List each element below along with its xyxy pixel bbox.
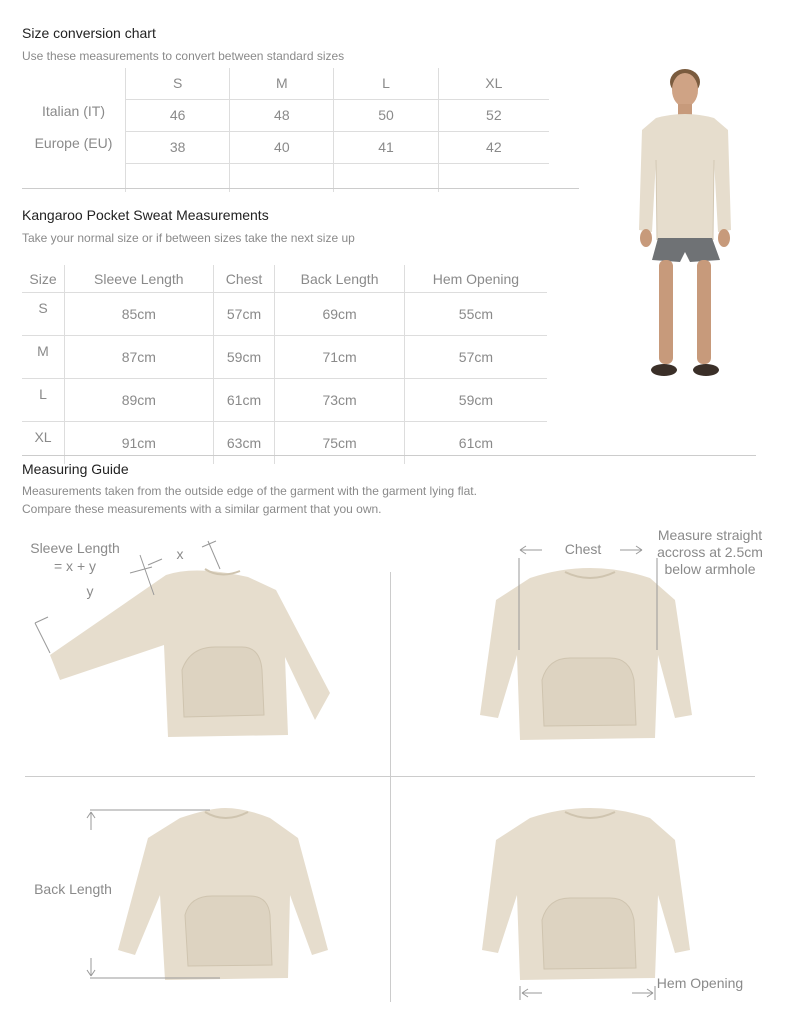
size-header: L — [334, 68, 438, 99]
table-cell: 69cm — [275, 293, 404, 336]
column-header: Sleeve Length — [65, 265, 214, 293]
table-cell: 41 — [334, 131, 438, 163]
table-cell: 46 — [126, 99, 230, 131]
table-cell: 55cm — [404, 293, 547, 336]
conversion-title: Size conversion chart — [22, 25, 156, 41]
quadrant-divider-vertical — [390, 572, 391, 1002]
sleeve-formula-label: = x + y — [53, 558, 97, 574]
guide-title: Measuring Guide — [22, 461, 129, 477]
table-cell: 73cm — [275, 379, 404, 422]
divider — [22, 188, 579, 189]
table-cell: 48 — [230, 99, 334, 131]
pocket-shape — [542, 898, 636, 969]
table-cell: 57cm — [404, 336, 547, 379]
model-photo — [610, 60, 760, 390]
pocket-shape — [185, 896, 272, 966]
sandal-right — [693, 364, 719, 376]
size-cell: M — [22, 336, 65, 379]
table-row — [22, 379, 547, 422]
sweatshirt-shape — [639, 114, 731, 240]
leg-right — [697, 260, 711, 364]
table-row — [22, 422, 547, 465]
table-row — [22, 99, 549, 131]
table-row — [22, 265, 547, 293]
table-cell: 63cm — [213, 422, 275, 465]
table-cell: 87cm — [65, 336, 214, 379]
y-label: y — [86, 583, 94, 599]
size-header: S — [126, 68, 230, 99]
table-cell: 57cm — [213, 293, 275, 336]
guide-line-1: Measurements taken from the outside edge of the garment with the garment lying flat. — [22, 484, 477, 498]
size-cell: L — [22, 379, 65, 422]
guide-line-2: Compare these measurements with a similar garment that you own. — [22, 502, 382, 516]
column-header: Chest — [213, 265, 275, 293]
conversion-subtitle: Use these measurements to convert between standard sizes — [22, 49, 345, 63]
table-cell: 91cm — [65, 422, 214, 465]
table-cell: 85cm — [65, 293, 214, 336]
size-header: M — [230, 68, 334, 99]
table-cell: 89cm — [65, 379, 214, 422]
conversion-table — [22, 68, 549, 192]
table-cell: 59cm — [213, 336, 275, 379]
table-cell: 52 — [438, 99, 549, 131]
table-row — [22, 131, 549, 163]
table-cell: 40 — [230, 131, 334, 163]
table-cell: 38 — [126, 131, 230, 163]
size-cell: S — [22, 293, 65, 336]
chest-note-3: below armhole — [664, 561, 756, 577]
chest-label: Chest — [564, 541, 602, 557]
hem-opening-label: Hem Opening — [656, 975, 744, 991]
table-cell: 61cm — [404, 422, 547, 465]
measurements-table — [22, 265, 547, 464]
table-cell: 75cm — [275, 422, 404, 465]
chest-note-2: accross at 2.5cm — [657, 544, 763, 560]
table-cell: 50 — [334, 99, 438, 131]
back-length-label: Back Length — [34, 881, 112, 897]
size-cell: XL — [34, 429, 52, 445]
sweatshirt-back-diagram — [80, 800, 360, 990]
size-header: XL — [438, 68, 549, 99]
quadrant-divider-horizontal — [25, 776, 755, 777]
divider — [22, 455, 756, 456]
pocket-shape — [182, 647, 264, 717]
sweatshirt-sleeve-diagram — [30, 535, 350, 745]
head-shape — [672, 73, 698, 107]
x-label: x — [176, 546, 184, 562]
table-cell: 42 — [438, 131, 549, 163]
table-row — [22, 336, 547, 379]
sandal-left — [651, 364, 677, 376]
sweatshirt-hem-diagram — [470, 800, 700, 1005]
pocket-shape — [542, 658, 636, 726]
table-cell: 71cm — [275, 336, 404, 379]
measurements-subtitle: Take your normal size or if between sizes take the next size up — [22, 231, 355, 245]
table-cell: 61cm — [213, 379, 275, 422]
row-label: Europe (EU) — [34, 135, 113, 151]
column-header: Back Length — [275, 265, 404, 293]
measurements-title: Kangaroo Pocket Sweat Measurements — [22, 207, 269, 223]
shorts-shape — [652, 238, 720, 262]
chest-note-1: Measure straight — [657, 527, 763, 543]
row-label: Italian (IT) — [41, 103, 105, 119]
table-cell: 59cm — [404, 379, 547, 422]
leg-left — [659, 260, 673, 364]
sweatshirt-chest-diagram — [470, 540, 700, 750]
column-header: Hem Opening — [404, 265, 547, 293]
column-header: Size — [22, 265, 65, 293]
sleeve-length-label: Sleeve Length — [30, 540, 120, 556]
table-row — [22, 293, 547, 336]
table-row — [22, 68, 549, 99]
